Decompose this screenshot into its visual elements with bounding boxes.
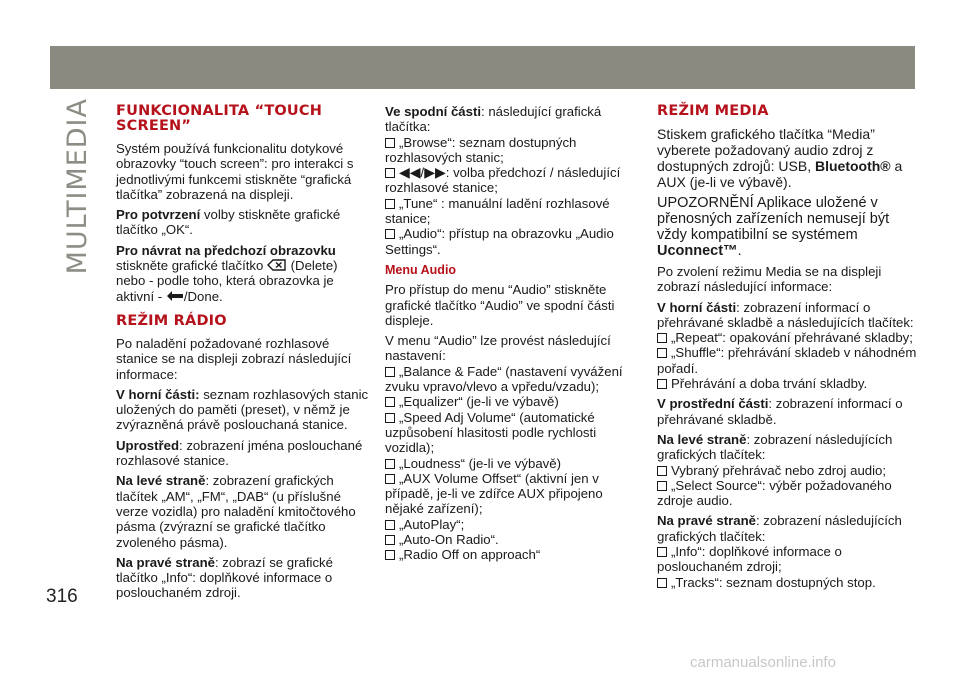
- list-item: „Audio“: přístup na obrazovku „Audio Settings“.: [385, 226, 614, 257]
- list-item: „Auto-On Radio“.: [385, 532, 643, 547]
- heading-media-mode: REŽIM MEDIA: [657, 103, 769, 119]
- checkbox-icon: [385, 520, 395, 530]
- column-3: [657, 104, 917, 590]
- paragraph: Systém používá funkcionalitu dotykové obrazovky “touch screen”: pro interakci s jednotlivými funkcemi stiskněte “grafická tlačítka” zobrazená na displeji.: [116, 141, 354, 202]
- list-item: „Tracks“: seznam dostupných stop.: [657, 575, 917, 590]
- checkbox-icon: [657, 333, 667, 343]
- list-item: „Tune“ : manuální ladění rozhlasové stanice;: [385, 195, 610, 227]
- checkbox-icon: [385, 474, 395, 484]
- paragraph: Na pravé straně: zobrazí se grafické tlačítko „Info“: doplňkové informace o poslouchaném zdroji.: [116, 554, 333, 601]
- heading-touch-screen: FUNKCIONALITA “TOUCH SCREEN”: [116, 103, 323, 134]
- list-item: „Loudness“ (je-li ve výbavě): [385, 456, 643, 471]
- checkbox-icon: [385, 367, 395, 377]
- list: [385, 364, 643, 563]
- done-arrow-icon: [166, 290, 184, 302]
- paragraph: Na pravé straně: zobrazení následujících grafických tlačítek:: [657, 513, 902, 544]
- list: [657, 544, 917, 590]
- checkbox-icon: [385, 199, 395, 209]
- column-2: [385, 104, 643, 563]
- warning-notice: UPOZORNĚNÍ Aplikace uložené v přenosných zařízeních nemusejí být vždy kompatibilní se systémem Uconnect™.: [657, 195, 890, 259]
- list-item: „Shuffle“: přehrávání skladeb v náhodném pořadí.: [657, 345, 917, 376]
- checkbox-icon: [657, 379, 667, 389]
- paragraph: Na levé straně: zobrazení grafických tlačítek „AM“, „FM“, „DAB“ (u příslušné verze vozidla) pro naladění kmitočtového pásma (zvýrazní se grafické tlačítko zvoleného pásma).: [116, 473, 356, 550]
- list-item: Přehrávání a doba trvání skladby.: [657, 376, 917, 391]
- list-item: „Browse“: seznam dostupných rozhlasových stanic;: [385, 134, 577, 165]
- checkbox-icon: [385, 229, 395, 239]
- paragraph: Ve spodní části: následující grafická tlačítka:: [385, 104, 602, 135]
- paragraph: Stiskem grafického tlačítka “Media” vyberete požadovaný audio zdroj z dostupných zdrojů: USB, Bluetooth® a AUX (je-li ve výbavě).: [657, 126, 903, 190]
- list-item: „AutoPlay“;: [385, 517, 643, 532]
- column-1: [116, 104, 370, 606]
- checkbox-icon: [657, 466, 667, 476]
- header-band: [50, 46, 915, 89]
- checkbox-icon: [385, 138, 395, 148]
- list-item: „Info“: doplňkové informace o poslouchaném zdroji;: [657, 544, 842, 575]
- next-icon: ▶▶: [424, 164, 446, 181]
- checkbox-icon: [385, 413, 395, 423]
- checkbox-icon: [657, 348, 667, 358]
- delete-icon: [267, 259, 287, 271]
- checkbox-icon: [385, 535, 395, 545]
- paragraph: Pro potvrzení volby stiskněte grafické tlačítko „OK“.: [116, 207, 341, 238]
- list-item: „Repeat“: opakování přehrávané skladby;: [657, 330, 917, 345]
- checkbox-icon: [385, 459, 395, 469]
- paragraph: Na levé straně: zobrazení následujících grafických tlačítek:: [657, 431, 893, 463]
- paragraph: Po naladění požadované rozhlasové stanice se na displeji zobrazí následující informace:: [116, 335, 352, 382]
- previous-icon: ◀◀: [399, 164, 421, 181]
- paragraph: V horní části: zobrazení informací o přehrávané skladbě a následujících tlačítek:: [657, 299, 914, 330]
- heading-radio-mode: REŽIM RÁDIO: [116, 312, 227, 329]
- list-item: „Radio Off on approach“: [385, 547, 643, 562]
- list-item: „Speed Adj Volume“ (automatické uzpůsobení hlasitosti podle rychlosti vozidla);: [385, 409, 597, 456]
- list-item: „AUX Volume Offset“ (aktivní jen v případě, je-li ve zdířce AUX připojeno nějaké zařízení);: [385, 470, 603, 517]
- list-item: ◀◀/▶▶: volba předchozí / následující rozhlasové stanice;: [385, 164, 621, 196]
- paragraph: Pro přístup do menu “Audio” stiskněte grafické tlačítko “Audio” ve spodní části displeje.: [385, 282, 615, 328]
- section-side-title: MULTIMEDIA: [61, 98, 93, 275]
- page-number: 316: [46, 586, 78, 607]
- paragraph: V horní části: seznam rozhlasových stanic uložených do paměti (preset), v němž je zvýrazněná právě poslouchaná stanice.: [116, 386, 369, 433]
- paragraph: V menu “Audio” lze provést následující nastavení:: [385, 333, 611, 364]
- paragraph: Pro návrat na předchozí obrazovku stiskněte grafické tlačítko (Delete) nebo - podle toho, která obrazovka je aktivní - /Done.: [116, 242, 338, 304]
- checkbox-icon: [385, 397, 395, 407]
- paragraph: Uprostřed: zobrazení jména poslouchané rozhlasové stanice.: [116, 437, 363, 469]
- subheading-menu-audio: Menu Audio: [385, 262, 457, 277]
- list-item: „Select Source“: výběr požadovaného zdroje audio.: [657, 477, 892, 509]
- list: [385, 135, 643, 257]
- paragraph: Po zvolení režimu Media se na displeji zobrazí následující informace:: [657, 264, 882, 295]
- checkbox-icon: [657, 481, 667, 491]
- watermark: carmanualsonline.info: [690, 654, 836, 671]
- list-item: „Equalizer“ (je-li ve výbavě): [385, 394, 643, 409]
- checkbox-icon: [385, 168, 395, 178]
- list-item: „Balance & Fade“ (nastavení vyvážení zvuku vpravo/vlevo a vpředu/vzadu);: [385, 363, 623, 395]
- list: [657, 330, 917, 391]
- checkbox-icon: [385, 550, 395, 560]
- list-item: Vybraný přehrávač nebo zdroj audio;: [657, 463, 917, 478]
- checkbox-icon: [657, 547, 667, 557]
- paragraph: V prostřední části: zobrazení informací o přehrávané skladbě.: [657, 396, 903, 427]
- list: [657, 463, 917, 509]
- checkbox-icon: [657, 578, 667, 588]
